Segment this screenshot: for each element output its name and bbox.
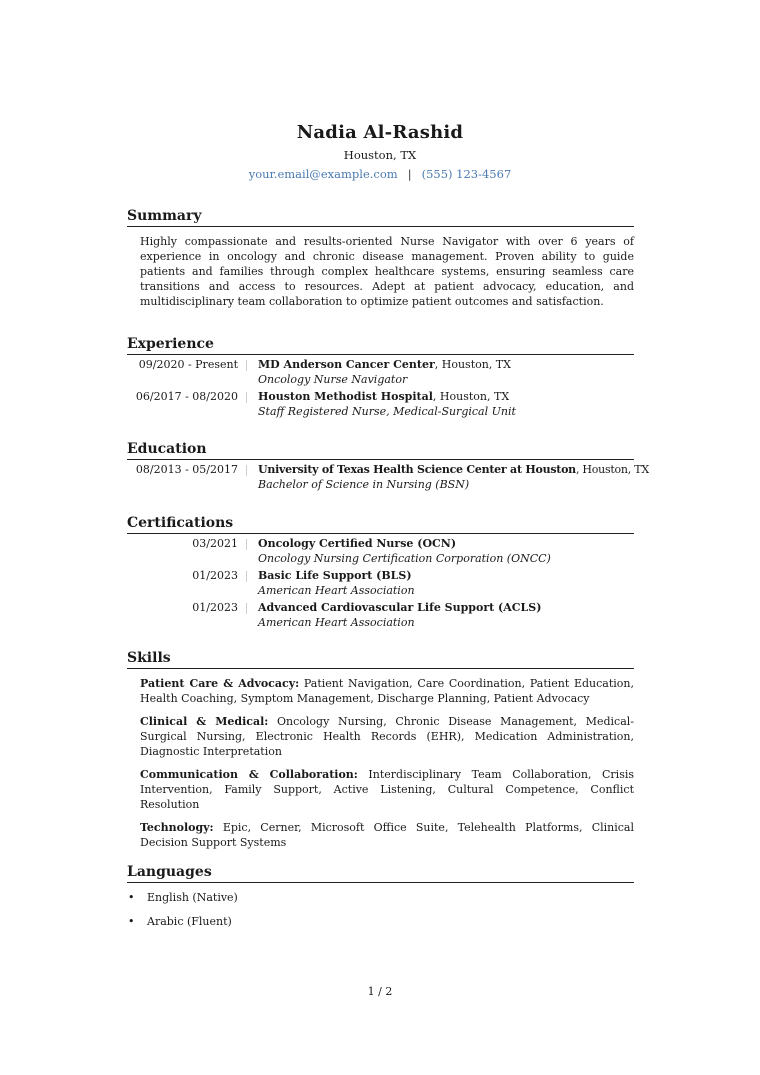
entry-organization: Houston Methodist Hospital	[258, 390, 433, 403]
entry-body	[247, 462, 649, 492]
summary-text: Highly compassionate and results-oriented Nurse Navigator with over 6 years of experience in oncology and chronic disease management. Proven ability to guide patients and families through complex healthcare systems, ensuring seamless care transitions and access to resources. Adept at patient advocacy, education, and multidisciplinary team collaboration to optimize patient outcomes and satisfaction.	[140, 235, 634, 308]
certification-entry	[127, 600, 634, 630]
skill-list: Oncology Nursing, Chronic Disease Management, Medical-Surgical Nursing, Electronic Health Records (EHR), Medication Administration, Diagnostic Interpretation	[140, 715, 634, 758]
language-item	[127, 890, 634, 905]
section-title-certifications: Certifications	[127, 515, 634, 534]
skill-category: Patient Care & Advocacy:	[140, 677, 300, 690]
certifications-section	[127, 515, 634, 630]
candidate-location: Houston, TX	[343, 148, 417, 162]
education-section	[127, 441, 649, 492]
languages-section	[127, 864, 634, 929]
entry-organization: MD Anderson Cancer Center	[258, 358, 435, 371]
entry-body	[247, 389, 634, 419]
certification-issuer: American Heart Association	[258, 616, 415, 629]
language-item	[127, 914, 634, 929]
experience-section	[127, 336, 634, 419]
language-label: English (Native)	[147, 891, 238, 904]
candidate-name: Nadia Al-Rashid	[296, 122, 464, 143]
entry-location: , Houston, TX	[575, 463, 649, 476]
entry-date: 06/2017 - 08/2020	[135, 390, 238, 403]
entry-date: 03/2021	[192, 537, 238, 550]
entry-role: Oncology Nurse Navigator	[258, 373, 408, 386]
language-label: Arabic (Fluent)	[147, 915, 232, 928]
section-title-languages: Languages	[127, 864, 634, 883]
certification-entry	[127, 568, 634, 598]
skill-list: Patient Navigation, Care Coordination, Patient Education, Health Coaching, Symptom Management, Discharge Planning, Patient Advocacy	[140, 677, 635, 705]
skill-group	[140, 767, 634, 812]
entry-body	[247, 600, 634, 630]
phone-link[interactable]: (555) 123-4567	[421, 167, 512, 181]
entry-body	[247, 568, 634, 598]
education-entry	[127, 462, 649, 492]
skill-list: Interdisciplinary Team Collaboration, Crisis Intervention, Family Support, Active Listening, Cultural Competence, Conflict Resolution	[140, 768, 634, 811]
section-title-summary: Summary	[127, 208, 634, 227]
skill-list: Epic, Cerner, Microsoft Office Suite, Telehealth Platforms, Clinical Decision Support Systems	[140, 821, 634, 849]
bullet-icon: •	[128, 891, 135, 904]
skill-group	[140, 714, 634, 759]
summary-section	[127, 208, 634, 309]
contact-line	[0, 167, 760, 181]
skills-section	[127, 650, 634, 850]
certification-entry	[127, 536, 634, 566]
entry-location: , Houston, TX	[432, 390, 510, 403]
entry-body	[247, 536, 634, 566]
certification-name: Advanced Cardiovascular Life Support (ACLS)	[258, 601, 542, 614]
entry-date: 09/2020 - Present	[138, 358, 238, 371]
experience-entry	[127, 357, 634, 387]
entry-body	[247, 357, 634, 387]
entry-date: 08/2013 - 05/2017	[135, 463, 238, 476]
skill-category: Technology:	[140, 821, 214, 834]
email-link[interactable]: your.email@example.com	[248, 167, 398, 181]
bullet-icon: •	[128, 915, 135, 928]
entry-date: 01/2023	[192, 601, 238, 614]
skill-category: Communication & Collaboration:	[140, 768, 358, 781]
certification-issuer: American Heart Association	[258, 584, 415, 597]
resume-header	[0, 122, 760, 181]
skill-category: Clinical & Medical:	[140, 715, 269, 728]
entry-date: 01/2023	[192, 569, 238, 582]
page-number: 1 / 2	[367, 985, 393, 998]
section-title-skills: Skills	[127, 650, 634, 669]
certification-name: Basic Life Support (BLS)	[258, 569, 412, 582]
skill-group	[140, 676, 634, 706]
entry-organization: University of Texas Health Science Center at Houston	[258, 463, 576, 476]
entry-role: Bachelor of Science in Nursing (BSN)	[258, 478, 470, 491]
skill-group	[140, 820, 634, 850]
contact-separator: |	[407, 167, 412, 181]
experience-entry	[127, 389, 634, 419]
section-title-experience: Experience	[127, 336, 634, 355]
section-title-education: Education	[127, 441, 634, 460]
entry-location: , Houston, TX	[434, 358, 511, 371]
entry-role: Staff Registered Nurse, Medical-Surgical Unit	[258, 405, 516, 418]
certification-name: Oncology Certified Nurse (OCN)	[258, 537, 457, 550]
certification-issuer: Oncology Nursing Certification Corporation (ONCC)	[258, 552, 551, 565]
